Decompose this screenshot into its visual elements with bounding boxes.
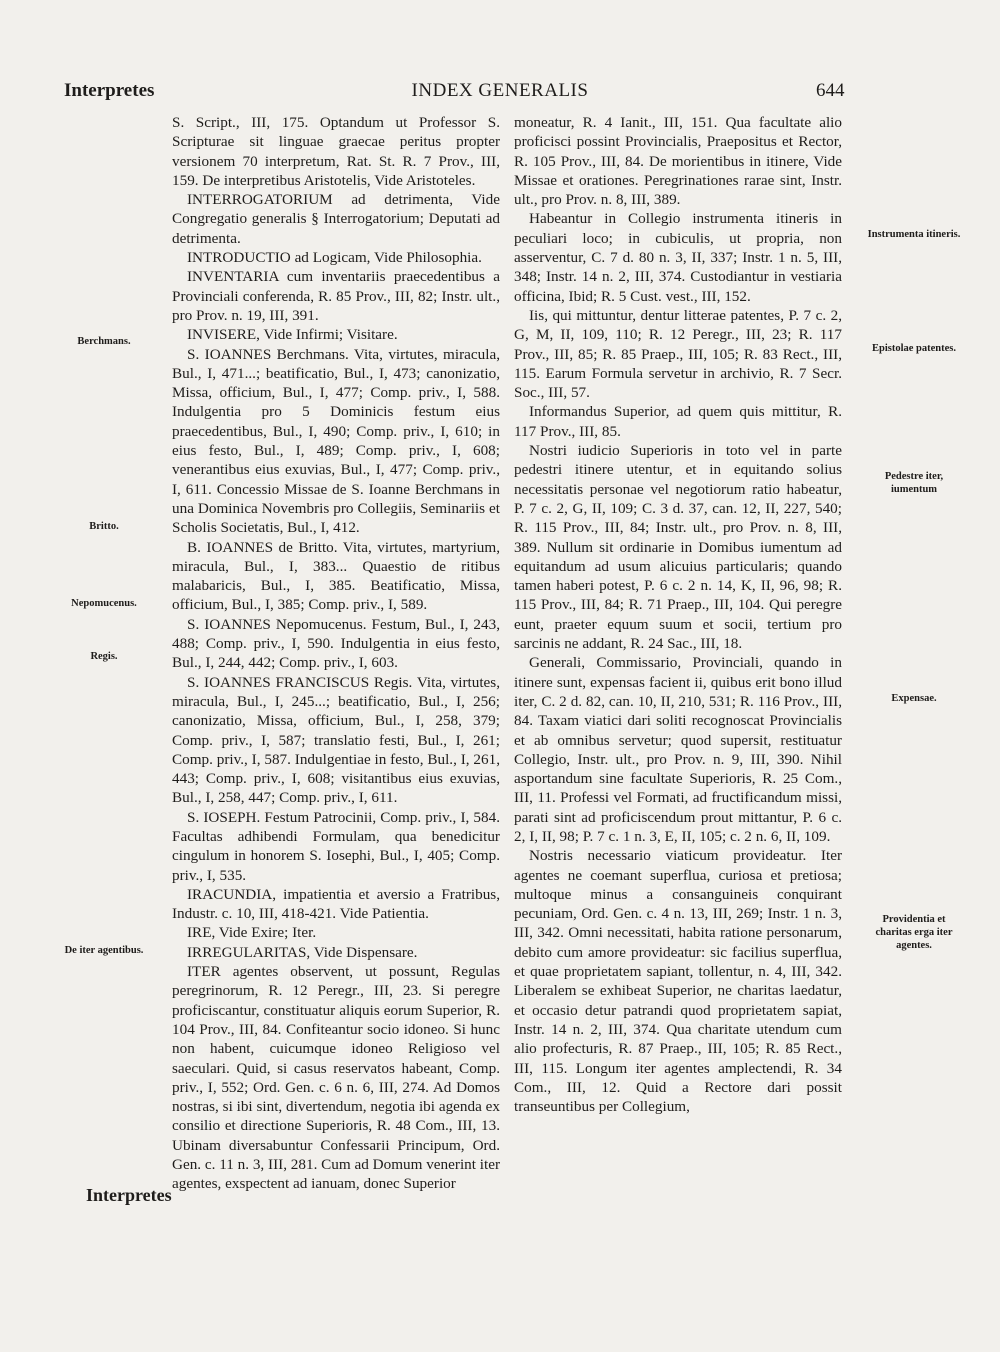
entry-paragraph: INTRODUCTIO ad Logicam, Vide Philosophia.: [187, 249, 482, 267]
margin-note-nepomucenus: Nepomucenus.: [71, 598, 137, 609]
entry-paragraph: INVENTARIA cum inventariis praecedentibus a Provinciali conferenda, R. 85 Prov., III, 82; Instr. ult., pro Prov. n. 19, III, 391.: [172, 268, 500, 324]
margin-note-instrumenta: Instrumenta itineris.: [867, 229, 961, 240]
entry-paragraph: B. IOANNES de Britto. Vita, virtutes, martyrium, miracula, Bul., I, 383... Quaestio de ritibus malabaricis, Bul., I, 385. Beatificatio, Missa, officium, Bul., I, 385; Comp. priv., I, 589.: [172, 538, 500, 614]
entry-paragraph: INTERROGATORIUM ad detrimenta, Vide Congregatio generalis § Interrogatorium; Deputati ad detrimenta.: [172, 191, 500, 247]
entry-paragraph: S. Script., III, 175. Optandum ut Professor S. Scripturae sit linguae graecae peritus propter versionem 70 interpretum, Rat. St. R. 7 Prov., III, 159. De interpretibus Aristotelis, Vide Aristoteles.: [172, 114, 500, 189]
entry-paragraph: Generali, Commissario, Provinciali, quando in itinere sunt, expensas facient ii, quibus erit bono illud iter, C. 2 d. 82, can. 10, II, 210, 531; R. 116 Prov., III, 84. Taxam viatici dari soliti recognoscat Provincialis et ab omnibus servetur; quod supersit, restituatur Collegio, Instr. ult., pro Prov. n. 9, III, 390. Nihil asportandum sine facultate Superioris, R. 25 Com., III, 11. Professi vel Formati, ad fructificandum missi, parati sint ad proficiscendum prout mittantur, P. 6 c. 2, I, II, 98; P. 7 c. 1 n. 3, E, II, 105; c. 2 n. 6, II, 109.: [514, 654, 842, 845]
entry-paragraph: IRACUNDIA, impatientia et aversio a Fratribus, Industr. c. 10, III, 418-421. Vide Patientia.: [172, 885, 500, 923]
entry-paragraph: S. IOSEPH. Festum Patrocinii, Comp. priv., I, 584. Facultas adhibendi Formulam, qua benedicitur cingulum in honorem S. Iosephi, Bul., I, 405; Comp. priv., I, 535.: [172, 808, 500, 884]
margin-note-berchmans: Berchmans.: [77, 336, 131, 347]
entry-paragraph: INVISERE, Vide Infirmi; Visitare.: [187, 326, 398, 344]
entry-paragraph: S. IOANNES Nepomucenus. Festum, Bul., I, 243, 488; Comp. priv., I, 590. Indulgentia in eius festo, Bul., I, 244, 442; Comp. priv., I, 603.: [172, 615, 500, 672]
margin-note-providentia: Providentia et charitas erga iter agentes.: [875, 914, 953, 951]
entry-paragraph: moneatur, R. 4 Ianit., III, 151. Qua facultate alio proficisci possint Provincialis, Praepositus et Rector, R. 105 Prov., III, 84. De morientibus in itinere, Vide Missae et orationes. Peregrinationes rarae sint, Instr. ult., pro Prov. n. 8, III, 389.: [514, 114, 842, 209]
catchword: Interpretes: [86, 1185, 172, 1205]
margin-note-britto: Britto.: [89, 521, 119, 532]
entry-paragraph: Nostri iudicio Superioris in toto vel in parte pedestri itinere utentur, et in equitando solius necessitatis personae vel negotiorum ratio habeatur, P. 7 c. 2, G, II, 109; C. 3 d. 37, can. 12, II, 227, 540; R. 115 Prov., III, 84; Instr. ult., pro Prov. n. 8, III, 389. Nullum sit ordinarie in Domibus iumentum ad equitandum ad usum alicuius particularis; quando tamen haberi potest, P. 6 c. 2 n. 14, K, II, 96, 98; R. 115 Prov., III, 84; R. 71 Praep., III, 104. Qui peregre eunt, praeter equum suum et socii, tertium pro sarcinis ne addant, R. 24 Sac., III, 18.: [514, 442, 842, 653]
entry-paragraph: IRE, Vide Exire; Iter.: [187, 924, 317, 942]
margin-note-regis: Regis.: [90, 651, 118, 662]
entry-paragraph: S. IOANNES FRANCISCUS Regis. Vita, virtutes, miracula, Bul., I, 245...; beatificatio, Bul., I, 256; canonizatio, Missa, officium, Bul., I, 258, 379; Comp. priv., I, 587; translatio festi, Bul., I, 261; Comp. priv., I, 587. Indulgentiae in festo, Bul., I, 261, 443; Comp. priv., I, 608; visitantibus eius exuvias, Bul., I, 258, 447; Comp. priv., I, 611.: [172, 673, 500, 807]
margin-note-pedestre: Pedestre iter, iumentum: [884, 471, 944, 495]
entry-paragraph: IRREGULARITAS, Vide Dispensare.: [187, 943, 418, 961]
entry-paragraph: Nostris necessario viaticum provideatur. Iter agentes ne coemant superflua, curiosa et pretiosa; multoque minus a consanguineis conquirant pecuniam, Ord. Gen. c. 4 n. 13, III, 269; Instr. 1 n. 3, III, 342. Omni necessitati, habita ratione personarum, debito cum amore provideatur: sic facilius superflua, et quae proprietatem sapiant, tollentur, n. 4, III, 342. Liberalem se exhibeat Superior, ne charitas laedatur, et occasio detur patrandi quod proprietatem sapiat, Instr. 14 n. 2, III, 374. Qua charitate utendum cum alio profecturis, R. 87 Praep., III, 105; R. 85 Rect., III, 115. Longum iter agentes amplectendi, R. 34 Com., III, 12. Quid a Rectore dari possit transeuntibus per Collegium,: [514, 847, 842, 1116]
margin-note-expensae: Expensae.: [891, 693, 937, 704]
running-head-left: Interpretes: [64, 80, 155, 101]
entry-paragraph: Iis, qui mittuntur, dentur litterae patentes, P. 7 c. 2, G, M, II, 109, 110; R. 12 Peregr., III, 23; R. 117 Prov., III, 85; R. 85 Praep., III, 105; R. 83 Rect., III, 115. Earum Formula servetur in archivio, R. 7 Secr. Soc., III, 57.: [514, 306, 842, 402]
running-head-title: INDEX GENERALIS: [411, 80, 589, 101]
margin-note-iter-agentibus: De iter agentibus.: [64, 945, 144, 956]
right-text-column: [514, 113, 842, 1116]
entry-paragraph: ITER agentes observent, ut possunt, Regulas peregrinorum, R. 12 Peregr., III, 23. Si peregre proficiscantur, constituatur aliquis eorum Superior, R. 104 Prov., III, 84. Confiteantur socio idoneo. Si hunc non habent, cuicumque idoneo Religioso vel saeculari. Quid, si casus reservatos habeant, Comp. priv., I, 552; Ord. Gen. c. 6 n. 6, III, 274. Ad Domos nostras, si ibi sint, divertendum, negotia ibi agenda ex consilio et directione Superioris, R. 48 Com., III, 13. Ubinam diversabuntur Confessarii Principum, Ord. Gen. c. 11 n. 3, III, 281. Cum ad Domum venerint iter agentes, exspectent ad ianuam, donec Superior: [172, 963, 501, 1193]
margin-note-epistolae: Epistolae patentes.: [872, 343, 956, 354]
entry-paragraph: S. IOANNES Berchmans. Vita, virtutes, miracula, Bul., I, 471...; beatificatio, Bul., I, 473; canonizatio, Missa, officium, Bul., I, 477; Comp. priv., I, 588. Indulgentia pro 5 Dominicis festum eius praecedentibus, Bul., I, 490; Comp. priv., I, 610; in eius festo, Bul., I, 489; Comp. priv., I, 608; venerantibus eius exuvias, Bul., I, 477; Comp. priv., I, 611. Concessio Missae de S. Ioanne Berchmans in una Dominica Novembris pro Collegiis, Seminariis et Scholis Societatis, Bul., I, 412.: [172, 345, 500, 537]
page-number: 644: [816, 80, 845, 101]
entry-paragraph: Informandus Superior, ad quem quis mittitur, R. 117 Prov., III, 85.: [514, 403, 842, 440]
left-text-column: [172, 113, 500, 1194]
entry-paragraph: Habeantur in Collegio instrumenta itineris in peculiari loco; in cubiculis, ut propria, non asserventur, C. 7 d. 80 n. 3, II, 337; Instr. 1 n. 5, III, 348; Instr. 14 n. 2, III, 374. Custodiantur in vestiaria officina, Ibid; R. 5 Cust. vest., III, 152.: [514, 210, 842, 305]
